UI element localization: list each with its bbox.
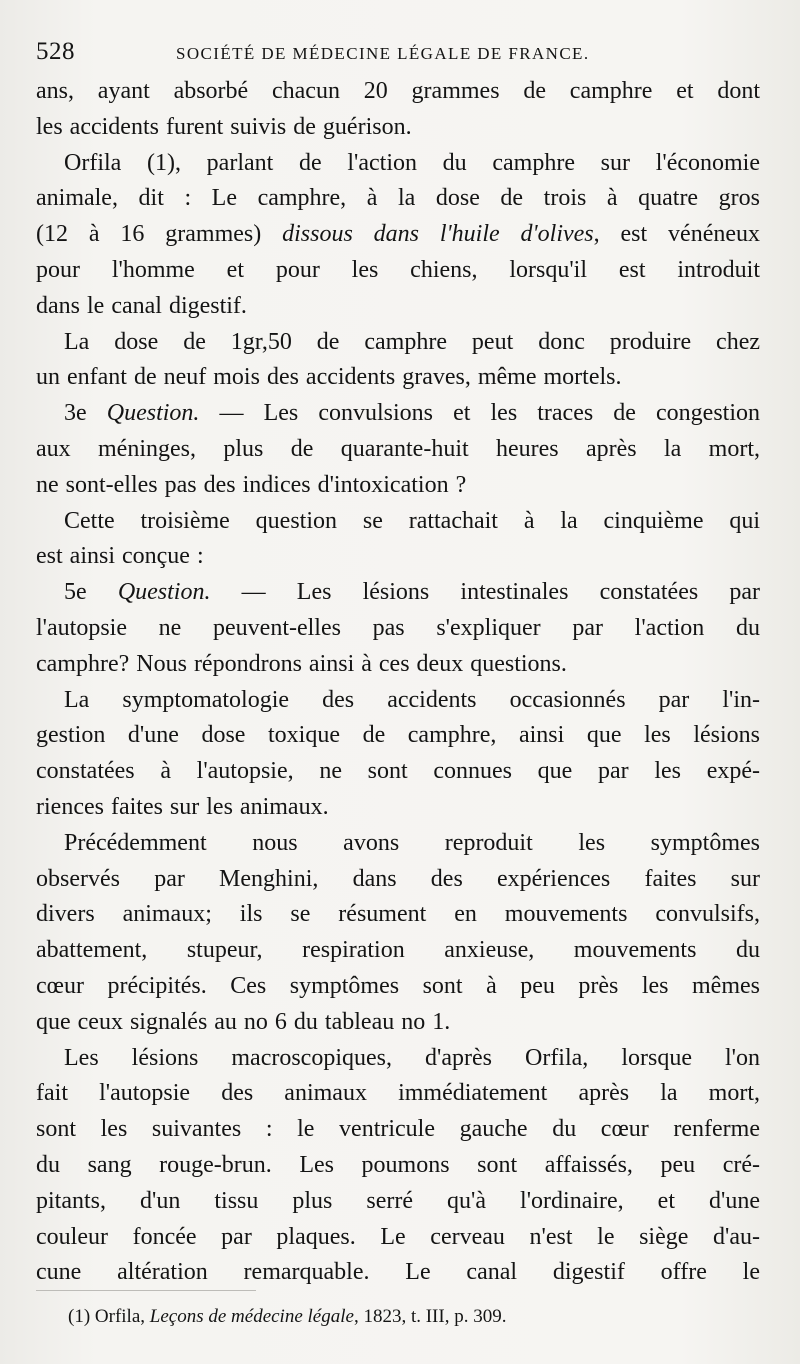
text-line: Les lésions macroscopiques, d'après Orfila, lorsque l'on xyxy=(64,1044,760,1071)
text-line: abattement, stupeur, respiration anxieuse, mouvements du xyxy=(36,937,760,964)
text-line: Précédemment nous avons reproduit les symptômes xyxy=(64,829,760,856)
text-line: l'autopsie ne peuvent-elles pas s'expliquer par l'action du xyxy=(36,614,760,641)
text-line: camphre? Nous répondrons ainsi à ces deux questions. xyxy=(36,650,567,677)
text-line: que ceux signalés au no 6 du tableau no 1. xyxy=(36,1008,451,1035)
text-line: riences faites sur les animaux. xyxy=(36,793,329,820)
footnote xyxy=(68,1302,708,1332)
page-header xyxy=(36,38,756,68)
footnote-rest: , 1823, t. III, p. 309. xyxy=(353,1306,507,1327)
text-line xyxy=(36,575,760,611)
text-line: observés par Menghini, dans des expériences faites sur xyxy=(36,865,760,892)
body-text xyxy=(36,74,760,1291)
text-line: La symptomatologie des accidents occasionnés par l'in- xyxy=(64,686,760,713)
text-segment: , est vénéneux xyxy=(593,221,760,248)
text-line: les accidents furent suivis de guérison. xyxy=(36,113,412,140)
text-line: Cette troisième question se rattachait à la cinquième qui xyxy=(64,507,760,534)
text-line: fait l'autopsie des animaux immédiatement après la mort, xyxy=(36,1080,760,1107)
footnote-rule xyxy=(36,1290,256,1291)
text-line xyxy=(36,396,760,432)
text-segment: — Les convulsions et les traces de congestion xyxy=(199,400,761,427)
footnote-marker: (1) Orfila, xyxy=(68,1306,150,1327)
text-line: un enfant de neuf mois des accidents graves, même mortels. xyxy=(36,364,622,391)
text-segment: 5e xyxy=(64,579,118,606)
text-segment: (12 à 16 grammes) xyxy=(36,221,283,248)
italic-segment: Question. xyxy=(106,400,200,427)
text-line: cune altération remarquable. Le canal digestif offre le xyxy=(36,1259,760,1286)
text-line: ne sont-elles pas des indices d'intoxication ? xyxy=(36,471,467,498)
text-line: Orfila (1), parlant de l'action du camphre sur l'économie xyxy=(64,149,760,176)
text-line: aux méninges, plus de quarante-huit heures après la mort, xyxy=(36,435,760,462)
text-line xyxy=(36,217,760,253)
text-line: divers animaux; ils se résument en mouvements convulsifs, xyxy=(36,901,760,928)
text-line: est ainsi conçue : xyxy=(36,543,204,570)
text-line: pitants, d'un tissu plus serré qu'à l'ordinaire, et d'une xyxy=(36,1187,760,1214)
text-line: constatées à l'autopsie, ne sont connues que par les expé- xyxy=(36,758,760,785)
text-line: couleur foncée par plaques. Le cerveau n'est le siège d'au- xyxy=(36,1223,760,1250)
running-head: SOCIÉTÉ DE MÉDECINE LÉGALE DE FRANCE. xyxy=(176,44,590,63)
text-line: animale, dit : Le camphre, à la dose de trois à quatre gros xyxy=(36,185,760,212)
text-line: cœur précipités. Ces symptômes sont à peu près les mêmes xyxy=(36,972,760,999)
text-line: sont les suivantes : le ventricule gauche du cœur renferme xyxy=(36,1116,760,1143)
text-line: dans le canal digestif. xyxy=(36,292,247,319)
text-line: pour l'homme et pour les chiens, lorsqu'il est introduit xyxy=(36,256,760,283)
text-line: du sang rouge-brun. Les poumons sont affaissés, peu cré- xyxy=(36,1151,760,1178)
text-line: ans, ayant absorbé chacun 20 grammes de camphre et dont xyxy=(36,78,760,104)
text-segment: 3e xyxy=(64,400,107,427)
text-segment: — Les lésions intestinales constatées par xyxy=(210,579,760,606)
italic-segment: dissous dans l'huile d'olives xyxy=(282,221,594,248)
text-line: La dose de 1gr,50 de camphre peut donc produire chez xyxy=(64,328,760,355)
text-line: gestion d'une dose toxique de camphre, ainsi que les lésions xyxy=(36,722,760,749)
italic-segment: Question. xyxy=(117,579,211,606)
footnote-title: Leçons de médecine légale xyxy=(149,1306,354,1327)
page-number: 528 xyxy=(36,38,75,65)
